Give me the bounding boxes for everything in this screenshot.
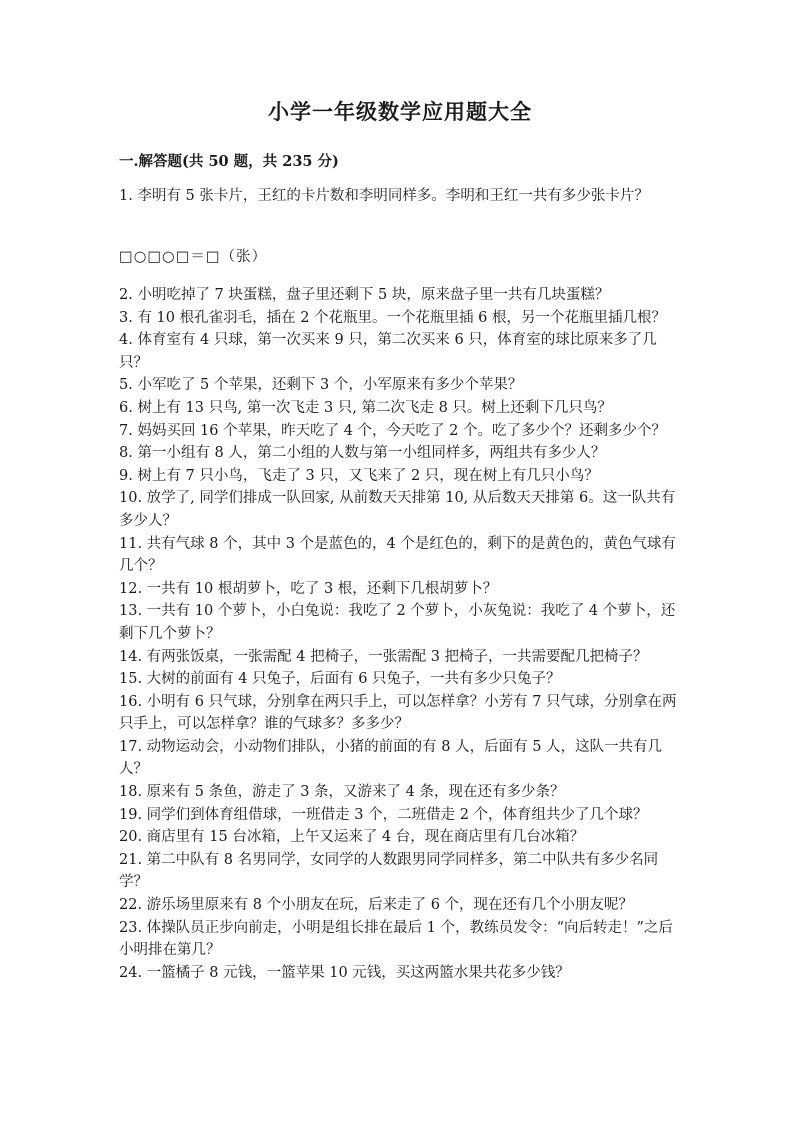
answer-formula: □○□○□＝□（张） (119, 249, 268, 265)
question-item: 5. 小军吃了 5 个苹果，还剩下 3 个，小军原来有多少个苹果？ (119, 377, 523, 394)
question-item: 7. 妈妈买回 16 个苹果，昨天吃了 4 个，今天吃了 2 个。吃了多少个？还剩多少个？ (119, 422, 666, 439)
question-item: 15. 大树的前面有 4 只兔子，后面有 6 只兔子，一共有多少只兔子？ (119, 671, 561, 688)
question-item: 19. 同学们到体育组借球，一班借走 3 个，二班借走 2 个，体育组共少了几个球？ (119, 806, 648, 823)
question-item: 17. 动物运动会，小动物们排队，小猪的前面的有 8 人，后面有 5 人，这队一共有几人？ (119, 738, 663, 778)
question-item: 21. 第二中队有 8 名男同学，女同学的人数跟男同学同样多，第二中队共有多少名同学？ (119, 851, 659, 891)
question-item: 14. 有两张饭桌，一张需配 4 把椅子，一张需配 3 把椅子，一共需要配几把椅子？ (119, 648, 648, 665)
question-item: 6. 树上有 13 只鸟, 第一次飞走 3 只, 第二次飞走 8 只。树上还剩下几只鸟？ (119, 399, 612, 416)
question-item: 4. 体育室有 4 只球，第一次买来 9 只，第二次买来 6 只，体育室的球比原来多了几只？ (119, 332, 657, 371)
question-item: 13. 一共有 10 个萝卜，小白兔说：我吃了 2 个萝卜，小灰兔说：我吃了 4 个萝卜，还剩下几个萝卜？ (119, 603, 676, 642)
question-item: 12. 一共有 10 根胡萝卜，吃了 3 根，还剩下几根胡萝卜？ (119, 580, 498, 597)
question-item: 3. 有 10 根孔雀羽毛，插在 2 个花瓶里。一个花瓶里插 6 根，另一个花瓶里插几根？ (119, 309, 666, 326)
question-item: 10. 放学了, 同学们排成一队回家, 从前数天天排第 10, 从后数天天排第 6。这一队共有多少人？ (119, 490, 676, 529)
question-item: 24. 一篮橘子 8 元钱，一篮苹果 10 元钱，买这两篮水果共花多少钱？ (119, 964, 570, 981)
section-heading: 一.解答题(共 50 题，共 235 分) (119, 153, 339, 170)
question-item: 11. 共有气球 8 个，其中 3 个是蓝色的，4 个是红色的，剩下的是黄色的，黄色气球有几个？ (119, 535, 676, 575)
question-list (119, 284, 685, 984)
question-item: 20. 商店里有 15 台冰箱，上午又运来了 4 台，现在商店里有几台冰箱？ (119, 829, 585, 846)
question-item: 2. 小明吃掉了 7 块蛋糕，盘子里还剩下 5 块，原来盘子里一共有几块蛋糕？ (119, 287, 610, 303)
question-item: 23. 体操队员正步向前走，小明是组长排在最后 1 个，教练员发令：“向后转走！”之后小明排在第几？ (119, 919, 673, 959)
question-item: 9. 树上有 7 只小鸟，飞走了 3 只，又飞来了 2 只，现在树上有几只小鸟？ (119, 467, 599, 484)
question-1: 1. 李明有 5 张卡片，王红的卡片数和李明同样多。李明和王红一共有多少张卡片？ (119, 188, 649, 204)
question-item: 16. 小明有 6 只气球，分别拿在两只手上，可以怎样拿？小芳有 7 只气球，分别拿在两只手上，可以怎样拿？谁的气球多？多多少？ (119, 693, 677, 733)
page-title: 小学一年级数学应用题大全 (268, 99, 532, 124)
question-item: 8. 第一小组有 8 人，第二小组的人数与第一小组同样多，两组共有多少人？ (119, 445, 606, 462)
question-item: 22. 游乐场里原来有 8 个小朋友在玩，后来走了 6 个，现在还有几个小朋友呢？ (119, 897, 634, 914)
question-item: 18. 原来有 5 条鱼，游走了 3 条，又游来了 4 条，现在还有多少条？ (119, 784, 565, 801)
